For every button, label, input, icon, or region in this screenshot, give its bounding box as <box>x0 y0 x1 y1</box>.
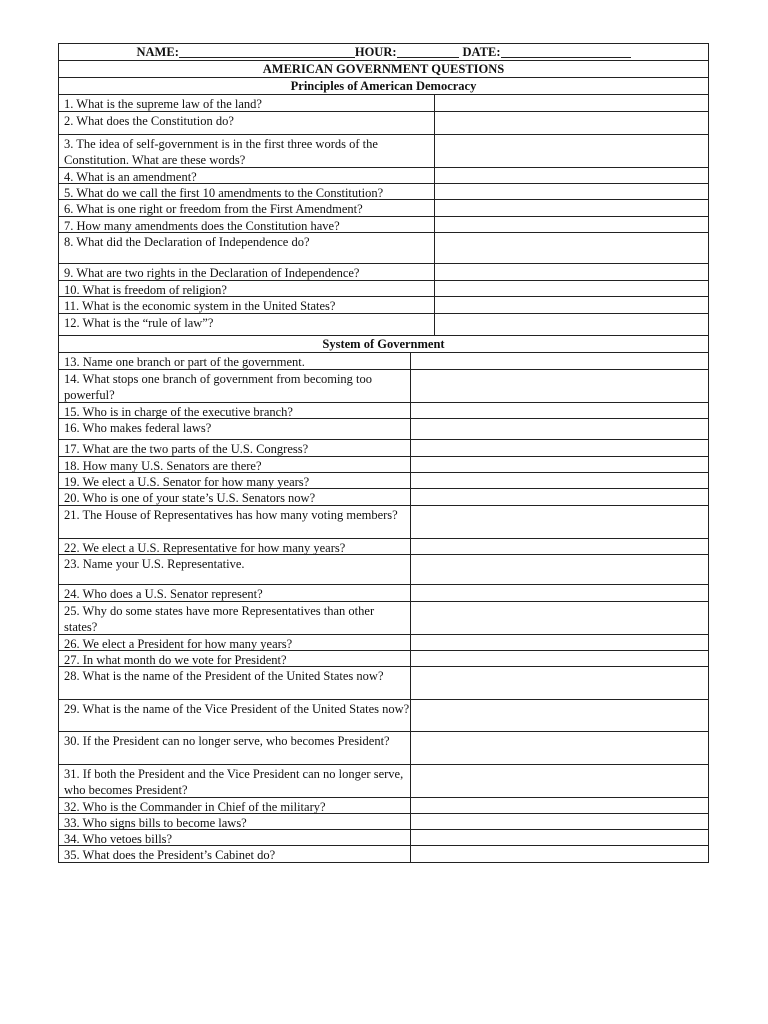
question-text: 7. How many amendments does the Constitution have? <box>59 217 435 232</box>
question-text: 23. Name your U.S. Representative. <box>59 555 411 584</box>
question-text: 6. What is one right or freedom from the First Amendment? <box>59 200 435 216</box>
question-text: 11. What is the economic system in the United States? <box>59 297 435 313</box>
answer-cell[interactable] <box>435 264 708 280</box>
question-text: 26. We elect a President for how many years? <box>59 635 411 650</box>
question-text: 17. What are the two parts of the U.S. Congress? <box>59 440 411 456</box>
question-text: 5. What do we call the first 10 amendments to the Constitution? <box>59 184 435 199</box>
answer-cell[interactable] <box>411 635 708 650</box>
worksheet-table <box>58 43 709 863</box>
section-title: System of Government <box>322 337 445 351</box>
answer-cell[interactable] <box>435 200 708 216</box>
answer-cell[interactable] <box>435 112 708 134</box>
question-text: 29. What is the name of the Vice President of the United States now? <box>59 700 411 731</box>
answer-cell[interactable] <box>435 168 708 183</box>
date-blank[interactable] <box>501 46 631 58</box>
question-row <box>58 765 709 798</box>
question-row <box>58 700 709 732</box>
question-text: 25. Why do some states have more Representatives than other states? <box>59 602 411 634</box>
question-text: 21. The House of Representatives has how many voting members? <box>59 506 411 538</box>
question-row <box>58 112 709 135</box>
question-row <box>58 419 709 440</box>
page-title-row <box>58 61 709 78</box>
question-row <box>58 814 709 830</box>
question-row <box>58 585 709 602</box>
section-header <box>58 78 709 95</box>
question-row <box>58 506 709 539</box>
question-text: 4. What is an amendment? <box>59 168 435 183</box>
answer-cell[interactable] <box>411 700 708 731</box>
date-label: DATE: <box>462 45 501 59</box>
question-row <box>58 846 709 863</box>
answer-cell[interactable] <box>411 765 708 797</box>
student-info-row <box>58 43 709 61</box>
answer-cell[interactable] <box>411 651 708 666</box>
question-text: 2. What does the Constitution do? <box>59 112 435 134</box>
answer-cell[interactable] <box>411 440 708 456</box>
answer-cell[interactable] <box>435 217 708 232</box>
question-row <box>58 217 709 233</box>
question-row <box>58 830 709 846</box>
question-text: 12. What is the “rule of law”? <box>59 314 435 335</box>
question-row <box>58 457 709 473</box>
question-row <box>58 168 709 184</box>
question-row <box>58 635 709 651</box>
answer-cell[interactable] <box>435 297 708 313</box>
question-row <box>58 555 709 585</box>
question-row <box>58 297 709 314</box>
question-row <box>58 184 709 200</box>
answer-cell[interactable] <box>411 457 708 472</box>
question-text: 8. What did the Declaration of Independence do? <box>59 233 435 263</box>
answer-cell[interactable] <box>411 814 708 829</box>
question-row <box>58 732 709 765</box>
question-text: 24. Who does a U.S. Senator represent? <box>59 585 411 601</box>
question-row <box>58 651 709 667</box>
answer-cell[interactable] <box>435 233 708 263</box>
question-text: 18. How many U.S. Senators are there? <box>59 457 411 472</box>
question-row <box>58 353 709 370</box>
question-text: 28. What is the name of the President of the United States now? <box>59 667 411 699</box>
question-row <box>58 403 709 419</box>
question-text: 35. What does the President’s Cabinet do? <box>59 846 411 862</box>
answer-cell[interactable] <box>411 473 708 488</box>
question-text: 27. In what month do we vote for President? <box>59 651 411 666</box>
question-row <box>58 135 709 168</box>
answer-cell[interactable] <box>435 314 708 335</box>
question-row <box>58 281 709 297</box>
question-row <box>58 539 709 555</box>
answer-cell[interactable] <box>411 539 708 554</box>
question-text: 3. The idea of self-government is in the first three words of the Constitution. What are these words? <box>59 135 435 167</box>
question-row <box>58 602 709 635</box>
hour-blank[interactable] <box>397 46 459 58</box>
answer-cell[interactable] <box>411 830 708 845</box>
question-row <box>58 370 709 403</box>
name-label: NAME: <box>136 45 179 59</box>
hour-label: HOUR: <box>354 45 397 59</box>
question-row <box>58 233 709 264</box>
question-row <box>58 95 709 112</box>
answer-cell[interactable] <box>435 95 708 111</box>
question-text: 9. What are two rights in the Declaration of Independence? <box>59 264 435 280</box>
question-row <box>58 473 709 489</box>
answer-cell[interactable] <box>411 353 708 369</box>
question-row <box>58 200 709 217</box>
answer-cell[interactable] <box>411 602 708 634</box>
question-row <box>58 314 709 336</box>
question-text: 1. What is the supreme law of the land? <box>59 95 435 111</box>
page-title: AMERICAN GOVERNMENT QUESTIONS <box>262 62 505 76</box>
answer-cell[interactable] <box>411 489 708 505</box>
question-text: 16. Who makes federal laws? <box>59 419 411 439</box>
answer-cell[interactable] <box>435 135 708 167</box>
question-text: 30. If the President can no longer serve, who becomes President? <box>59 732 411 764</box>
question-text: 32. Who is the Commander in Chief of the military? <box>59 798 411 813</box>
question-text: 20. Who is one of your state’s U.S. Senators now? <box>59 489 411 505</box>
question-text: 13. Name one branch or part of the government. <box>59 353 411 369</box>
section-header <box>58 336 709 353</box>
question-text: 22. We elect a U.S. Representative for how many years? <box>59 539 411 554</box>
answer-cell[interactable] <box>411 506 708 538</box>
question-text: 19. We elect a U.S. Senator for how many years? <box>59 473 411 488</box>
answer-cell[interactable] <box>411 419 708 439</box>
answer-cell[interactable] <box>435 281 708 296</box>
question-text: 34. Who vetoes bills? <box>59 830 411 845</box>
answer-cell[interactable] <box>411 667 708 699</box>
answer-cell[interactable] <box>435 184 708 199</box>
answer-cell[interactable] <box>411 585 708 601</box>
question-row <box>58 798 709 814</box>
section-title: Principles of American Democracy <box>290 79 477 93</box>
question-row <box>58 667 709 700</box>
question-row <box>58 440 709 457</box>
question-text: 14. What stops one branch of government from becoming too powerful? <box>59 370 411 402</box>
answer-cell[interactable] <box>411 846 708 862</box>
question-row <box>58 264 709 281</box>
question-row <box>58 489 709 506</box>
answer-cell[interactable] <box>411 798 708 813</box>
question-text: 15. Who is in charge of the executive branch? <box>59 403 411 418</box>
name-blank[interactable] <box>179 46 355 58</box>
answer-cell[interactable] <box>411 732 708 764</box>
question-text: 31. If both the President and the Vice President can no longer serve, who becomes President? <box>59 765 411 797</box>
question-text: 10. What is freedom of religion? <box>59 281 435 296</box>
answer-cell[interactable] <box>411 555 708 584</box>
answer-cell[interactable] <box>411 370 708 402</box>
answer-cell[interactable] <box>411 403 708 418</box>
question-text: 33. Who signs bills to become laws? <box>59 814 411 829</box>
